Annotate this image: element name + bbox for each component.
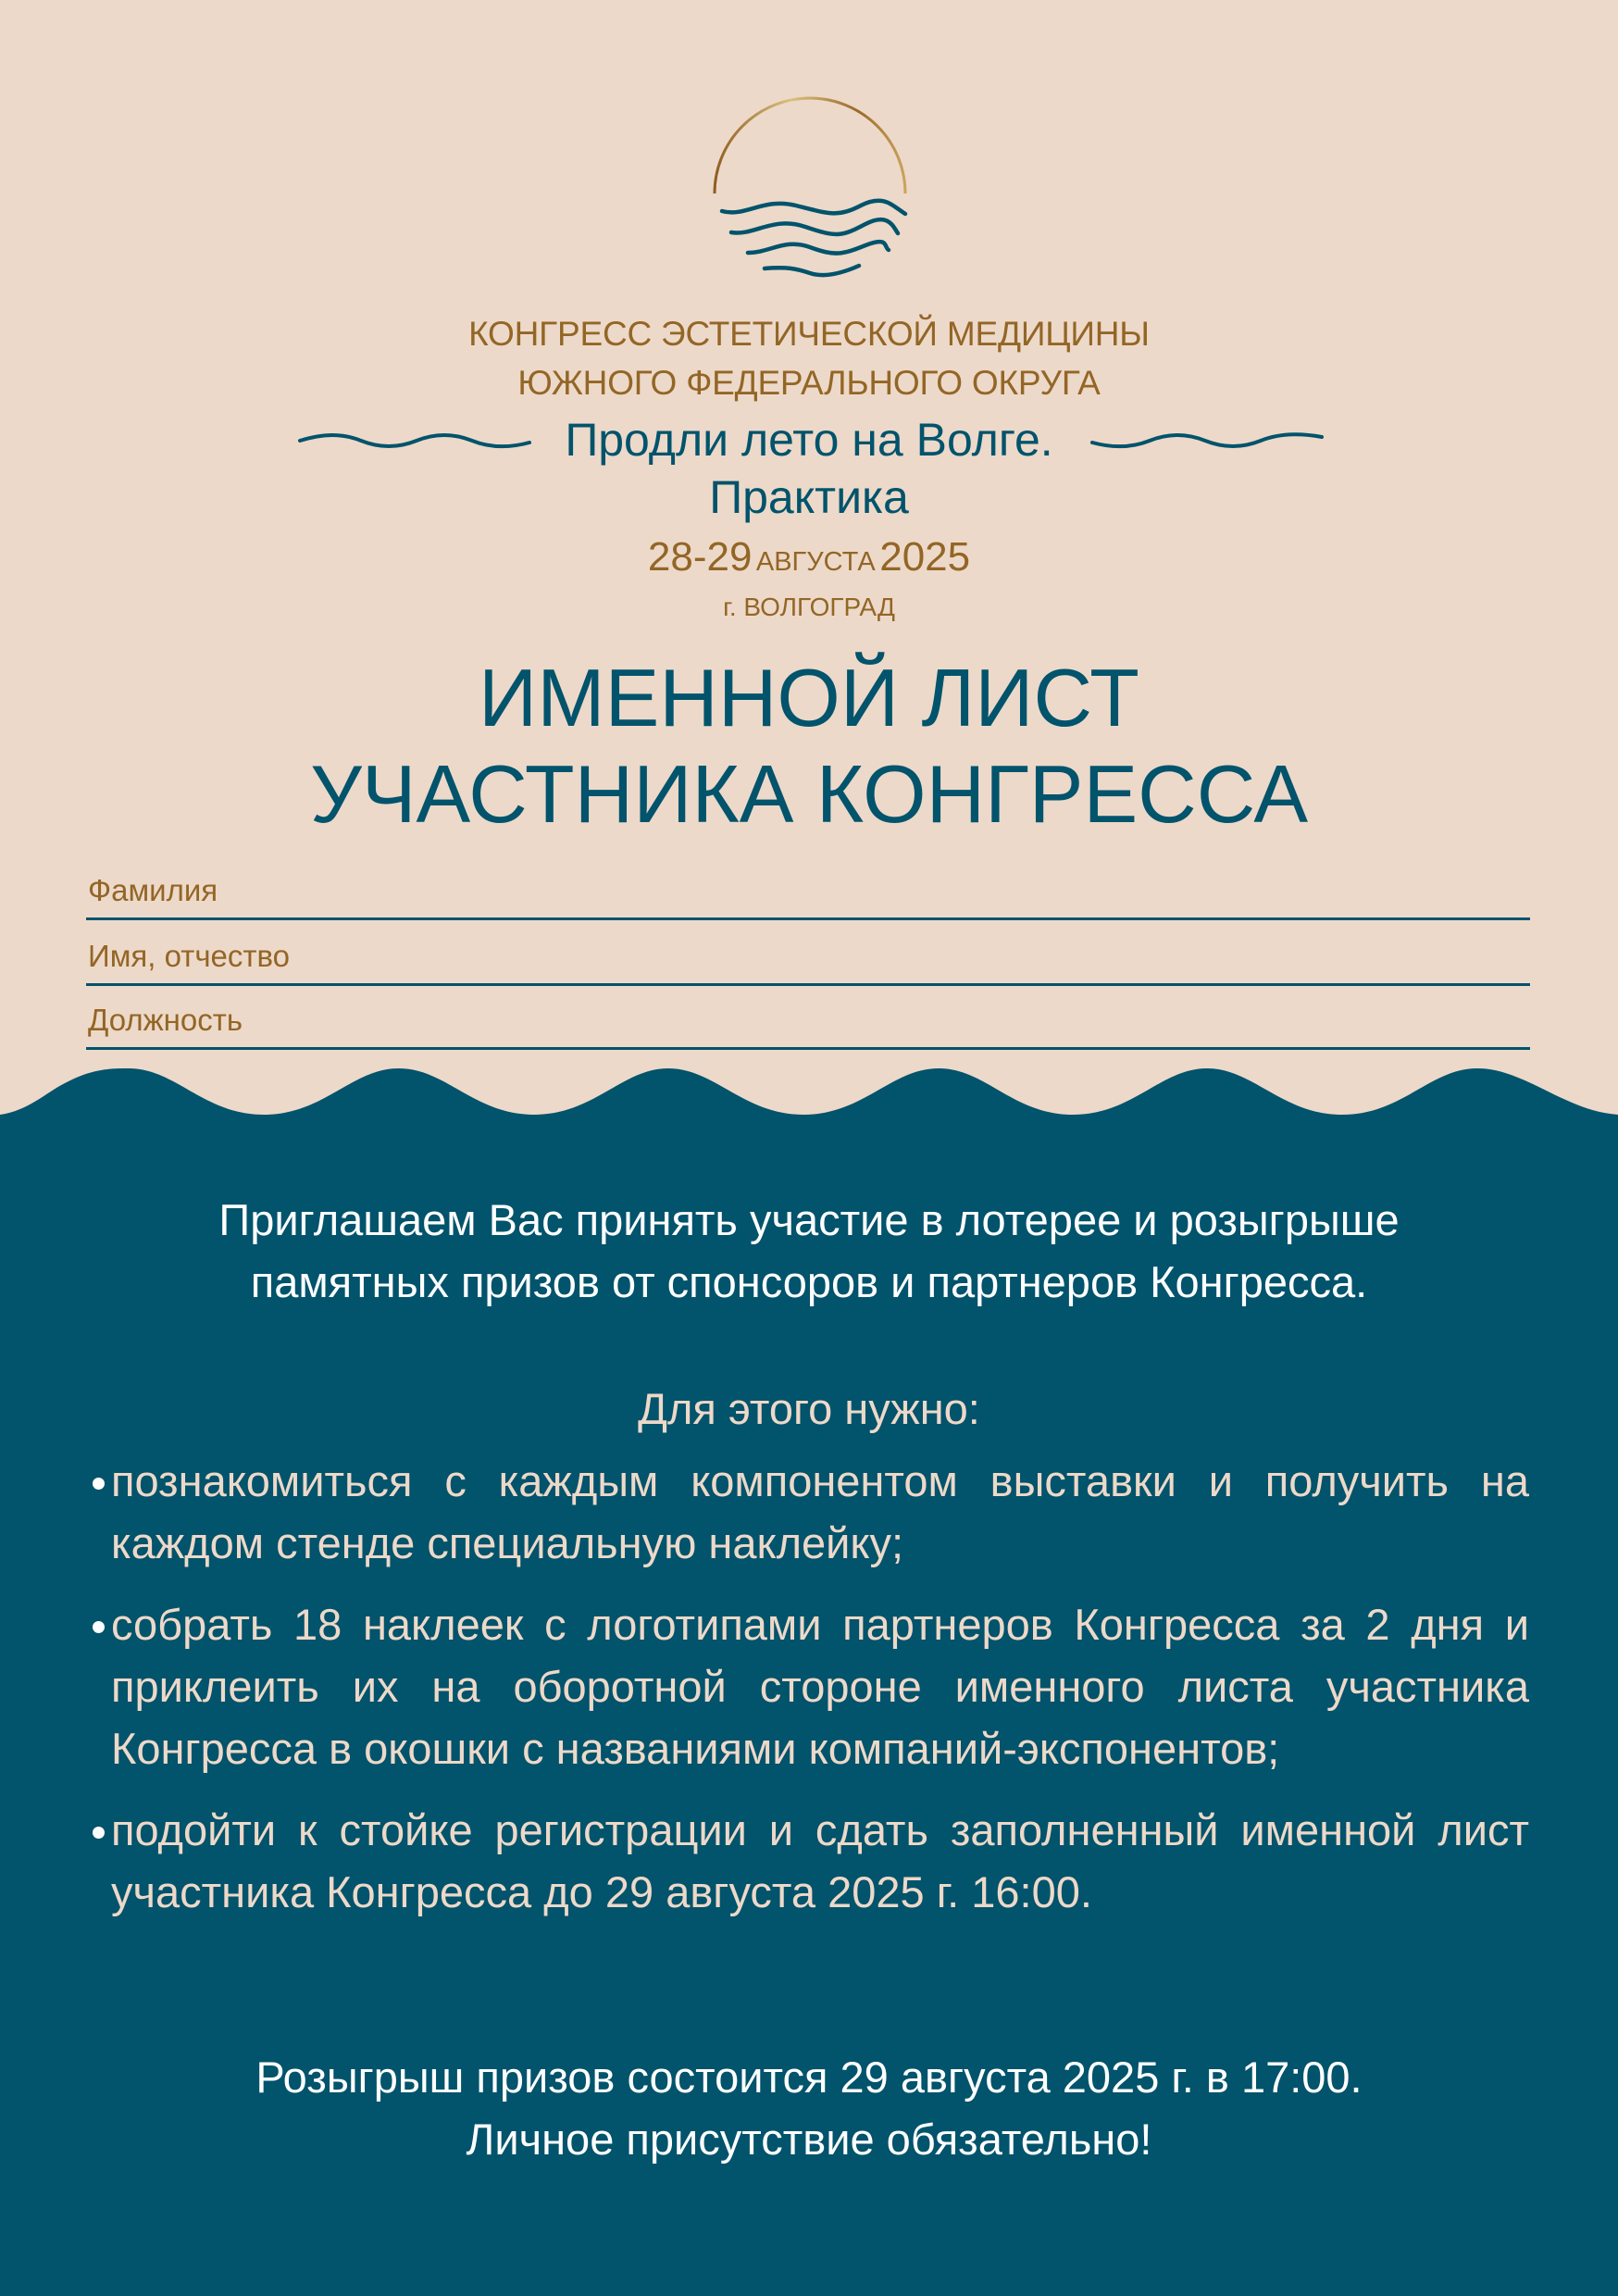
invitation-intro bbox=[93, 1189, 1525, 1313]
requirements-list bbox=[93, 1450, 1529, 1942]
requirement-item bbox=[93, 1593, 1529, 1779]
invitation-intro-line-2: памятных призов от спонсоров и партнеров Конгресса. bbox=[250, 1257, 1368, 1306]
surname-field[interactable] bbox=[86, 862, 1530, 920]
requirement-item bbox=[93, 1450, 1529, 1574]
position-field[interactable] bbox=[86, 992, 1530, 1050]
bullet-icon bbox=[93, 1827, 105, 1839]
page-title-line-1: ИМЕННОЙ ЛИСТ bbox=[479, 652, 1139, 743]
sun-over-waves-logo-icon bbox=[703, 88, 916, 282]
name-patronymic-field[interactable] bbox=[86, 928, 1530, 986]
bullet-icon bbox=[93, 1478, 105, 1490]
requirement-text: подойти к стойке регистрации и сдать заполненный именной лист участника Конгресса до 29 августа 2025 г. 16:00. bbox=[111, 1805, 1529, 1916]
event-city: г. ВОЛГОГРАД bbox=[723, 593, 895, 621]
organizer-line-1: КОНГРЕСС ЭСТЕТИЧЕСКОЙ МЕДИЦИНЫ bbox=[468, 315, 1150, 353]
bullet-icon bbox=[93, 1621, 105, 1633]
event-month: АВГУСТА bbox=[755, 547, 876, 577]
event-dates bbox=[0, 530, 1618, 594]
event-year: 2025 bbox=[879, 534, 971, 580]
invitation-intro-line-1: Приглашаем Вас принять участие в лотерее и розыгрыше bbox=[218, 1195, 1400, 1244]
decorative-wave-right-icon bbox=[1089, 428, 1326, 450]
name-patronymic-label: Имя, отчество bbox=[88, 939, 291, 973]
event-days: 28-29 bbox=[647, 534, 753, 580]
requirements-heading: Для этого нужно: bbox=[638, 1384, 980, 1433]
slogan-row bbox=[0, 409, 1618, 470]
draw-announcement bbox=[0, 2046, 1618, 2170]
page-title-line-2: УЧАСТНИКА КОНГРЕССА bbox=[309, 748, 1309, 840]
requirement-text: познакомиться с каждым компонентом выставки и получить на каждом стенде специальную наклейку; bbox=[111, 1456, 1529, 1567]
requirement-text: собрать 18 наклеек с логотипами партнеров Конгресса за 2 дня и приклеить их на оборотной стороне именного листа участника Конгресса в окошки с названиями компаний-экспонентов; bbox=[111, 1600, 1529, 1773]
requirement-item bbox=[93, 1799, 1529, 1923]
slogan-line-2: Практика bbox=[709, 471, 909, 523]
organizer-line-2: ЮЖНОГО ФЕДЕРАЛЬНОГО ОКРУГА bbox=[517, 364, 1101, 402]
draw-announcement-line-2: Личное присутствие обязательно! bbox=[466, 2115, 1152, 2164]
slogan-line-1: Продли лето на Волге. bbox=[565, 414, 1053, 466]
surname-label: Фамилия bbox=[88, 873, 218, 907]
draw-announcement-line-1: Розыгрыш призов состоится 29 августа 2025 г. в 17:00. bbox=[255, 2053, 1363, 2102]
position-label: Должность bbox=[88, 1003, 243, 1037]
